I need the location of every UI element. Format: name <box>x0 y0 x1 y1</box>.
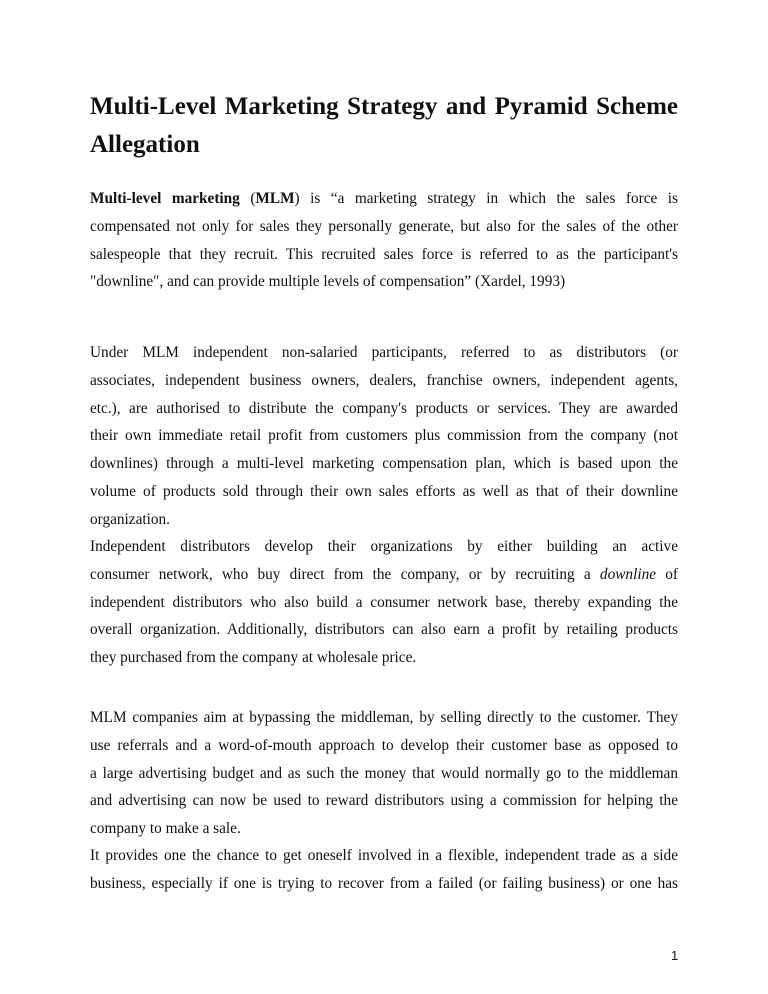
text-segment: they purchased from the company at wholesale price. <box>90 649 417 667</box>
text-line <box>90 213 678 241</box>
text-line <box>90 815 678 843</box>
text-segment: ( <box>239 190 256 207</box>
text-line <box>90 241 678 269</box>
text-line <box>90 185 678 213</box>
text-line <box>90 870 678 898</box>
paragraph-middleman <box>90 704 678 843</box>
title-line: Allegation <box>90 131 200 158</box>
text-segment: a large advertising budget and as such the money that would normally go to the middleman <box>90 764 678 782</box>
text-line <box>90 589 678 617</box>
text-segment: "downline", and can provide multiple levels of compensation” (Xardel, 1993) <box>90 273 566 291</box>
paragraph-organizations <box>90 533 678 672</box>
page-number: 1 <box>671 948 679 963</box>
text-segment: associates, independent business owners, dealers, franchise owners, independent agents, <box>90 371 678 389</box>
text-segment: organization. <box>90 510 171 528</box>
title-line: Multi-Level Marketing Strategy and Pyramid Scheme <box>90 93 678 120</box>
text-segment: volume of products sold through their own sales efforts as well as that of their downline <box>90 482 678 500</box>
document-title <box>90 88 678 164</box>
text-line <box>90 561 678 589</box>
text-segment: MLM companies aim at bypassing the middleman, by selling directly to the customer. They <box>90 709 678 726</box>
text-segment: It provides one the chance to get oneself involved in a flexible, independent trade as a side <box>90 847 678 864</box>
text-line <box>90 478 678 506</box>
italic-text: downline <box>599 565 657 583</box>
text-segment: ) is “a marketing strategy in which the sales force is <box>294 190 678 207</box>
text-line <box>90 704 678 732</box>
bold-text: MLM <box>255 190 295 207</box>
text-line <box>90 422 678 450</box>
text-segment: consumer network, who buy direct from the company, or by recruiting a <box>90 565 600 583</box>
text-line <box>90 533 678 561</box>
text-segment: Independent distributors develop their organizations by either building an active <box>90 538 678 555</box>
text-segment: compensated not only for sales they personally generate, but also for the sales of the other <box>90 217 678 235</box>
text-segment: company to make a sale. <box>90 820 241 838</box>
text-line <box>90 760 678 788</box>
text-segment: their own immediate retail profit from customers plus commission from the company (not <box>90 427 678 445</box>
text-segment: downlines) through a multi-level marketing compensation plan, which is based upon the <box>90 455 678 473</box>
text-line <box>90 268 678 296</box>
text-segment: Under MLM independent non-salaried participants, referred to as distributors (or <box>90 344 678 361</box>
text-segment: salespeople that they recruit. This recruited sales force is referred to as the participant's <box>90 245 678 263</box>
text-line <box>90 450 678 478</box>
text-segment: independent distributors who also build a consumer network base, thereby expanding the <box>90 593 678 611</box>
paragraph-distributors <box>90 339 678 534</box>
paragraph-mlm-definition <box>90 185 678 296</box>
text-segment: and advertising can now be used to reward distributors using a commission for helping the <box>90 792 678 810</box>
bold-text: Multi-level marketing <box>90 190 240 207</box>
text-line <box>90 367 678 395</box>
text-segment: etc.), are authorised to distribute the company's products or services. They are awarded <box>90 399 678 417</box>
text-line <box>90 339 678 367</box>
paragraph-flexible-trade <box>90 842 678 898</box>
text-segment: business, especially if one is trying to recover from a failed (or failing business) or one has <box>90 874 678 892</box>
text-line <box>90 787 678 815</box>
text-segment: overall organization. Additionally, distributors can also earn a profit by retailing products <box>90 621 678 639</box>
text-line <box>90 616 678 644</box>
text-line <box>90 644 678 672</box>
text-line <box>90 842 678 870</box>
text-segment: of <box>656 565 678 583</box>
text-line <box>90 732 678 760</box>
text-line <box>90 395 678 423</box>
text-segment: use referrals and a word-of-mouth approach to develop their customer base as opposed to <box>90 736 678 754</box>
text-line <box>90 506 678 534</box>
